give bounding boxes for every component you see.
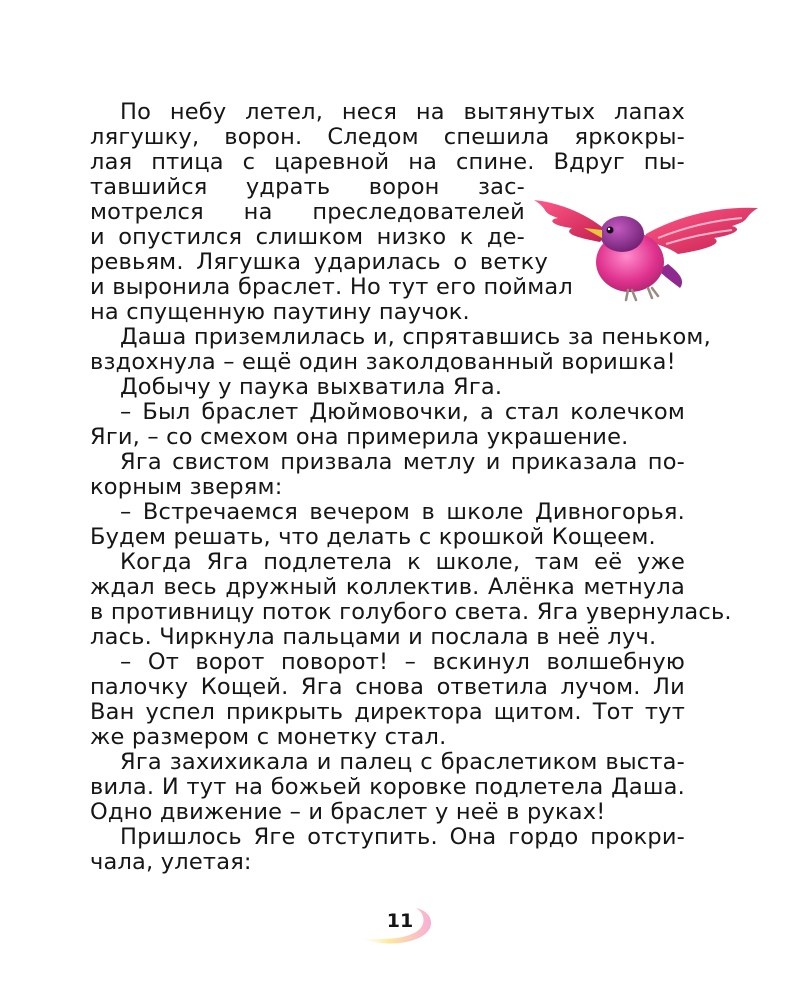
- text-line: Одно движение – и браслет у неё в руках!: [90, 799, 606, 825]
- text-line: вздохнула – ещё один заколдованный воришка!: [90, 349, 676, 375]
- text-line: Ван успел прикрыть директора щитом. Тот тут: [90, 699, 685, 725]
- text-line: Будем решать, что делать с крошкой Кощеем.: [90, 524, 656, 550]
- text-line: и опустился слишком низко к де-: [90, 224, 525, 250]
- text-line: лягушку, ворон. Следом спешила яркокры-: [90, 124, 685, 150]
- text-line: на спущенную паутину паучок.: [90, 299, 470, 325]
- text-line: лась. Чиркнула пальцами и послала в неё луч.: [90, 624, 657, 650]
- page-number: 11: [386, 910, 414, 932]
- text-line: Когда Яга подлетела к школе, там её уже: [120, 549, 685, 575]
- text-line: ревьям. Лягушка ударилась о ветку: [90, 249, 548, 275]
- text-line: тавшийся удрать ворон зас-: [90, 174, 525, 200]
- text-line: – От ворот поворот! – вскинул волшебную: [120, 649, 685, 675]
- text-line: Яга свистом призвала метлу и приказала по-: [120, 449, 685, 475]
- text-line: чала, улетая:: [90, 849, 252, 875]
- text-line: лая птица с царевной на спине. Вдруг пы-: [90, 149, 685, 175]
- text-line: Яги, – со смехом она примерила украшение.: [90, 424, 629, 450]
- text-line: Яга захихикала и палец с браслетиком выста-: [120, 749, 685, 775]
- text-line: – Был браслет Дюймовочки, а стал колечком: [120, 399, 685, 425]
- text-line: в противницу поток голубого света. Яга увернулась.: [90, 599, 732, 625]
- text-line: Даша приземлилась и, спрятавшись за пеньком,: [120, 324, 711, 350]
- text-line: вила. И тут на божьей коровке подлетела Даша.: [90, 774, 685, 800]
- text-line: Пришлось Яге отступить. Она гордо прокри-: [120, 824, 685, 850]
- text-line: мотрелся на преследователей: [90, 199, 525, 225]
- text-line: Добычу у паука выхватила Яга.: [120, 374, 503, 400]
- text-line: и выронила браслет. Но тут его поймал: [90, 274, 573, 300]
- text-line: палочку Кощей. Яга снова ответила лучом. Ли: [90, 674, 685, 700]
- text-line: же размером с монетку стал.: [90, 724, 447, 750]
- text-line: По небу летел, неся на вытянутых лапах: [120, 99, 685, 125]
- page-number-decoration: [350, 898, 450, 950]
- text-line: ждал весь дружный коллектив. Алёнка метнула: [90, 574, 685, 600]
- text-line: – Встречаемся вечером в школе Дивногорья.: [120, 499, 685, 525]
- pink-bird-icon: [528, 192, 764, 304]
- text-line: корным зверям:: [90, 474, 283, 500]
